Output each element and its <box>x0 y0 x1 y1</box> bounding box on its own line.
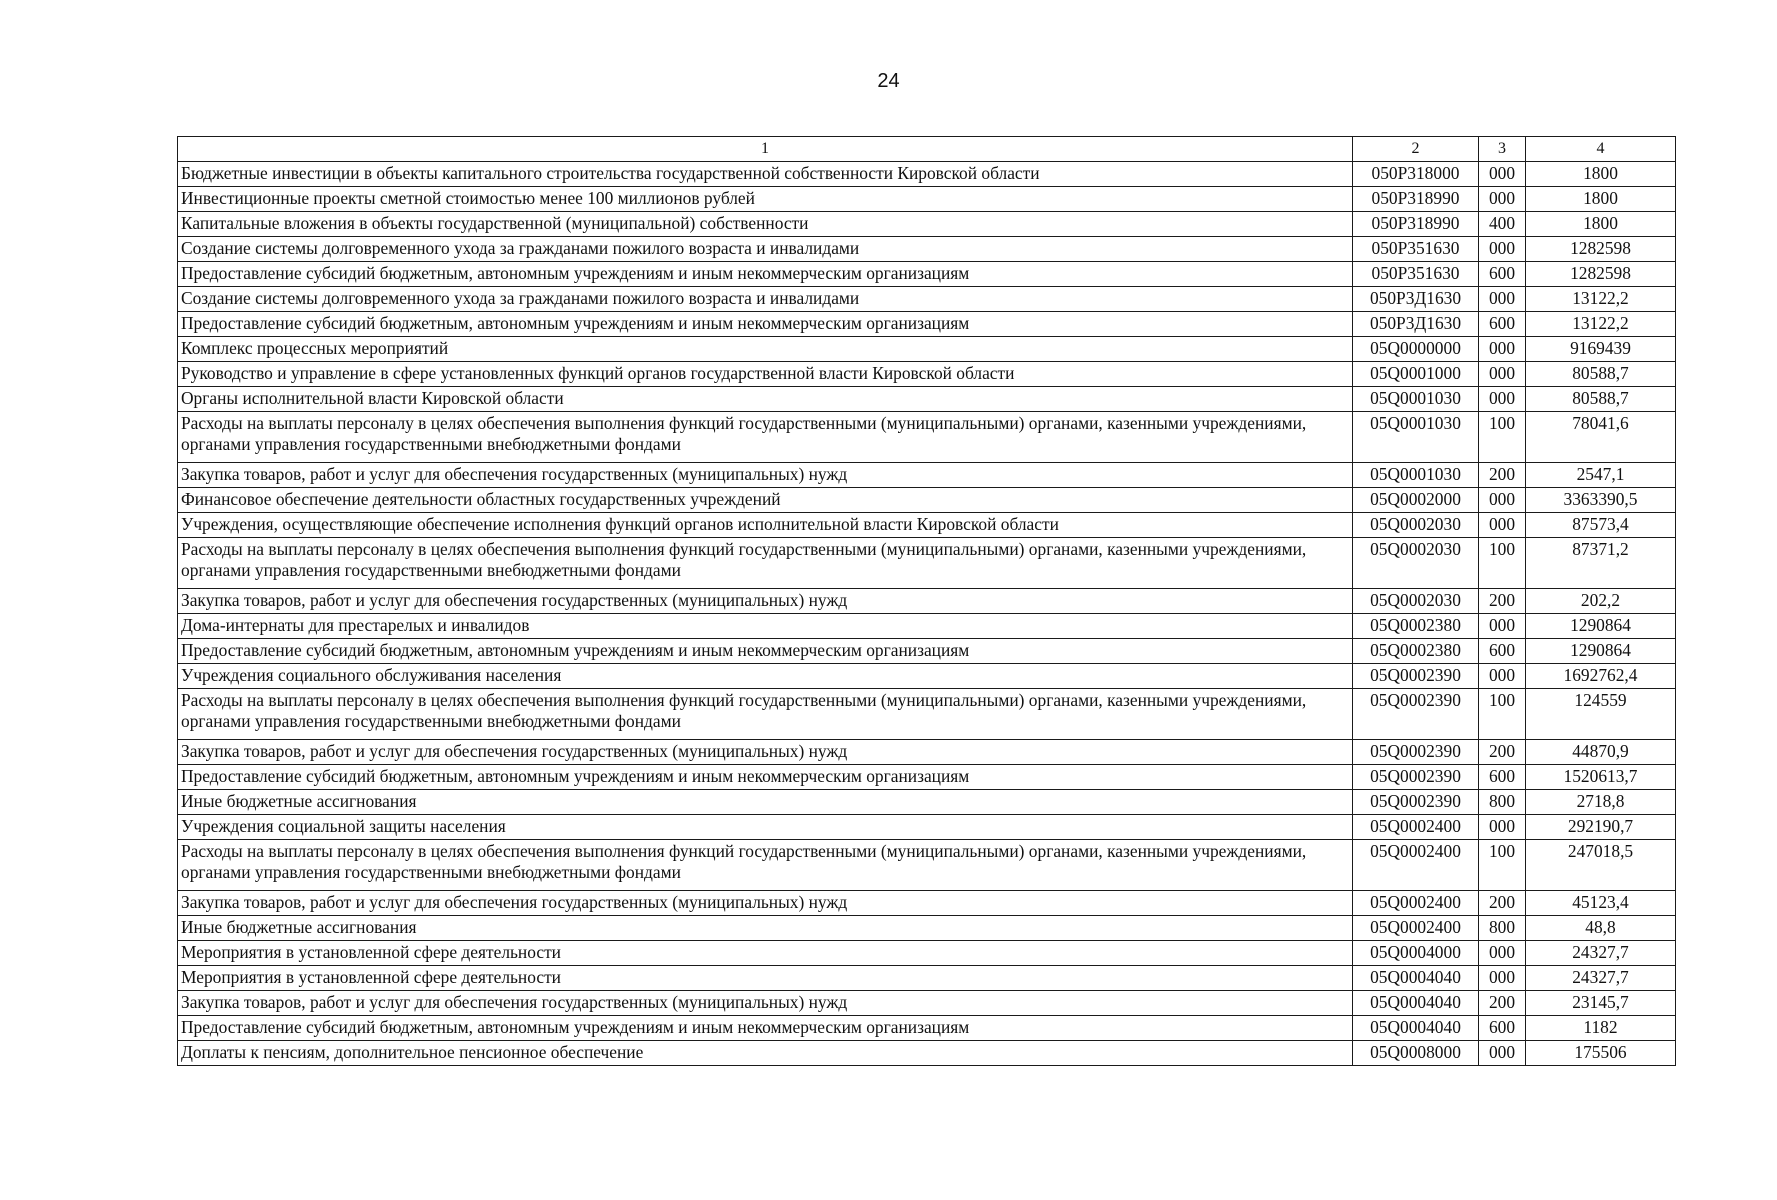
table-row <box>178 387 1676 412</box>
row-expense-type-cell: 000 <box>1479 941 1526 966</box>
table-row <box>178 765 1676 790</box>
row-name-cell: Бюджетные инвестиции в объекты капитального строительства государственной собственности Кировской области <box>178 162 1353 187</box>
column-header-name: 1 <box>178 137 1353 162</box>
table-row <box>178 614 1676 639</box>
column-header-expense-type: 3 <box>1479 137 1526 162</box>
row-expense-type-cell: 100 <box>1479 840 1526 891</box>
row-code-cell: 05Q0002030 <box>1353 538 1479 589</box>
row-amount-cell: 202,2 <box>1526 589 1676 614</box>
row-name-cell: Создание системы долговременного ухода за гражданами пожилого возраста и инвалидами <box>178 287 1353 312</box>
table-row <box>178 790 1676 815</box>
row-amount-cell: 247018,5 <box>1526 840 1676 891</box>
row-name-cell: Предоставление субсидий бюджетным, автономным учреждениям и иным некоммерческим организациям <box>178 639 1353 664</box>
row-name-cell: Закупка товаров, работ и услуг для обеспечения государственных (муниципальных) нужд <box>178 589 1353 614</box>
row-amount-cell: 48,8 <box>1526 916 1676 941</box>
row-name-cell: Расходы на выплаты персоналу в целях обеспечения выполнения функций государственными (муниципальными) органами, казенными учреждениями, органами управления государственными внебюджетными фондами <box>178 412 1353 463</box>
row-expense-type-cell: 400 <box>1479 212 1526 237</box>
row-name-cell: Органы исполнительной власти Кировской области <box>178 387 1353 412</box>
row-expense-type-cell: 000 <box>1479 287 1526 312</box>
row-code-cell: 050P351630 <box>1353 237 1479 262</box>
row-expense-type-cell: 000 <box>1479 337 1526 362</box>
table-row <box>178 262 1676 287</box>
table-row <box>178 1016 1676 1041</box>
row-expense-type-cell: 000 <box>1479 488 1526 513</box>
row-code-cell: 05Q0001030 <box>1353 463 1479 488</box>
row-code-cell: 05Q0002390 <box>1353 790 1479 815</box>
row-code-cell: 05Q0002030 <box>1353 513 1479 538</box>
row-amount-cell: 1282598 <box>1526 262 1676 287</box>
row-name-cell: Инвестиционные проекты сметной стоимостью менее 100 миллионов рублей <box>178 187 1353 212</box>
row-name-cell: Мероприятия в установленной сфере деятельности <box>178 966 1353 991</box>
row-amount-cell: 2547,1 <box>1526 463 1676 488</box>
table-row <box>178 513 1676 538</box>
row-amount-cell: 87573,4 <box>1526 513 1676 538</box>
row-expense-type-cell: 000 <box>1479 966 1526 991</box>
row-name-cell: Закупка товаров, работ и услуг для обеспечения государственных (муниципальных) нужд <box>178 891 1353 916</box>
row-expense-type-cell: 100 <box>1479 538 1526 589</box>
row-code-cell: 05Q0002030 <box>1353 589 1479 614</box>
page-number: 24 <box>877 70 900 92</box>
row-code-cell: 050P318990 <box>1353 187 1479 212</box>
table-row <box>178 212 1676 237</box>
row-code-cell: 05Q0008000 <box>1353 1041 1479 1066</box>
row-expense-type-cell: 000 <box>1479 162 1526 187</box>
row-expense-type-cell: 200 <box>1479 463 1526 488</box>
row-name-cell: Закупка товаров, работ и услуг для обеспечения государственных (муниципальных) нужд <box>178 991 1353 1016</box>
row-expense-type-cell: 000 <box>1479 237 1526 262</box>
row-expense-type-cell: 600 <box>1479 262 1526 287</box>
row-amount-cell: 124559 <box>1526 689 1676 740</box>
row-expense-type-cell: 200 <box>1479 589 1526 614</box>
row-expense-type-cell: 000 <box>1479 815 1526 840</box>
row-code-cell: 05Q0000000 <box>1353 337 1479 362</box>
row-expense-type-cell: 600 <box>1479 312 1526 337</box>
row-amount-cell: 45123,4 <box>1526 891 1676 916</box>
row-amount-cell: 23145,7 <box>1526 991 1676 1016</box>
row-amount-cell: 3363390,5 <box>1526 488 1676 513</box>
row-code-cell: 05Q0004000 <box>1353 941 1479 966</box>
row-code-cell: 05Q0002390 <box>1353 765 1479 790</box>
row-name-cell: Учреждения социальной защиты населения <box>178 815 1353 840</box>
row-name-cell: Предоставление субсидий бюджетным, автономным учреждениям и иным некоммерческим организациям <box>178 312 1353 337</box>
table-body <box>178 162 1676 1066</box>
row-name-cell: Предоставление субсидий бюджетным, автономным учреждениям и иным некоммерческим организациям <box>178 765 1353 790</box>
row-expense-type-cell: 800 <box>1479 790 1526 815</box>
table-row <box>178 639 1676 664</box>
row-code-cell: 05Q0002390 <box>1353 664 1479 689</box>
table-row <box>178 966 1676 991</box>
row-amount-cell: 24327,7 <box>1526 941 1676 966</box>
row-amount-cell: 1800 <box>1526 187 1676 212</box>
row-amount-cell: 80588,7 <box>1526 387 1676 412</box>
row-name-cell: Иные бюджетные ассигнования <box>178 916 1353 941</box>
row-expense-type-cell: 000 <box>1479 387 1526 412</box>
row-name-cell: Иные бюджетные ассигнования <box>178 790 1353 815</box>
table-row <box>178 412 1676 463</box>
table-row <box>178 162 1676 187</box>
row-amount-cell: 24327,7 <box>1526 966 1676 991</box>
row-expense-type-cell: 600 <box>1479 1016 1526 1041</box>
row-code-cell: 05Q0004040 <box>1353 1016 1479 1041</box>
table-row <box>178 941 1676 966</box>
row-expense-type-cell: 600 <box>1479 639 1526 664</box>
row-name-cell: Создание системы долговременного ухода за гражданами пожилого возраста и инвалидами <box>178 237 1353 262</box>
row-name-cell: Мероприятия в установленной сфере деятельности <box>178 941 1353 966</box>
row-expense-type-cell: 200 <box>1479 991 1526 1016</box>
row-name-cell: Финансовое обеспечение деятельности областных государственных учреждений <box>178 488 1353 513</box>
table-row <box>178 589 1676 614</box>
table-row <box>178 689 1676 740</box>
row-code-cell: 05Q0002400 <box>1353 815 1479 840</box>
row-code-cell: 05Q0002400 <box>1353 891 1479 916</box>
row-amount-cell: 175506 <box>1526 1041 1676 1066</box>
row-name-cell: Расходы на выплаты персоналу в целях обеспечения выполнения функций государственными (муниципальными) органами, казенными учреждениями, органами управления государственными внебюджетными фондами <box>178 538 1353 589</box>
row-expense-type-cell: 200 <box>1479 740 1526 765</box>
row-amount-cell: 292190,7 <box>1526 815 1676 840</box>
budget-table <box>177 136 1676 1066</box>
row-amount-cell: 1692762,4 <box>1526 664 1676 689</box>
row-expense-type-cell: 000 <box>1479 362 1526 387</box>
table-row <box>178 991 1676 1016</box>
row-name-cell: Расходы на выплаты персоналу в целях обеспечения выполнения функций государственными (муниципальными) органами, казенными учреждениями, органами управления государственными внебюджетными фондами <box>178 840 1353 891</box>
row-code-cell: 05Q0002380 <box>1353 614 1479 639</box>
column-header-code: 2 <box>1353 137 1479 162</box>
row-amount-cell: 9169439 <box>1526 337 1676 362</box>
row-code-cell: 05Q0002400 <box>1353 840 1479 891</box>
row-expense-type-cell: 100 <box>1479 412 1526 463</box>
row-code-cell: 050P3Д1630 <box>1353 287 1479 312</box>
row-code-cell: 050P351630 <box>1353 262 1479 287</box>
row-amount-cell: 1290864 <box>1526 639 1676 664</box>
row-amount-cell: 13122,2 <box>1526 312 1676 337</box>
row-amount-cell: 1800 <box>1526 212 1676 237</box>
row-expense-type-cell: 000 <box>1479 664 1526 689</box>
table-row <box>178 312 1676 337</box>
row-code-cell: 050P3Д1630 <box>1353 312 1479 337</box>
table-row <box>178 362 1676 387</box>
row-expense-type-cell: 000 <box>1479 513 1526 538</box>
row-amount-cell: 1290864 <box>1526 614 1676 639</box>
row-name-cell: Предоставление субсидий бюджетным, автономным учреждениям и иным некоммерческим организациям <box>178 1016 1353 1041</box>
row-amount-cell: 1282598 <box>1526 237 1676 262</box>
row-amount-cell: 1520613,7 <box>1526 765 1676 790</box>
header-row <box>178 137 1676 162</box>
row-code-cell: 05Q0004040 <box>1353 966 1479 991</box>
row-expense-type-cell: 000 <box>1479 614 1526 639</box>
row-code-cell: 050P318990 <box>1353 212 1479 237</box>
row-code-cell: 05Q0002400 <box>1353 916 1479 941</box>
table-row <box>178 287 1676 312</box>
row-name-cell: Расходы на выплаты персоналу в целях обеспечения выполнения функций государственными (муниципальными) органами, казенными учреждениями, органами управления государственными внебюджетными фондами <box>178 689 1353 740</box>
row-expense-type-cell: 800 <box>1479 916 1526 941</box>
row-name-cell: Руководство и управление в сфере установленных функций органов государственной власти Кировской области <box>178 362 1353 387</box>
row-code-cell: 05Q0002390 <box>1353 740 1479 765</box>
row-code-cell: 05Q0004040 <box>1353 991 1479 1016</box>
row-name-cell: Дома-интернаты для престарелых и инвалидов <box>178 614 1353 639</box>
row-amount-cell: 80588,7 <box>1526 362 1676 387</box>
row-name-cell: Закупка товаров, работ и услуг для обеспечения государственных (муниципальных) нужд <box>178 463 1353 488</box>
table-row <box>178 840 1676 891</box>
column-header-amount: 4 <box>1526 137 1676 162</box>
table-row <box>178 815 1676 840</box>
row-code-cell: 05Q0002000 <box>1353 488 1479 513</box>
row-amount-cell: 44870,9 <box>1526 740 1676 765</box>
row-name-cell: Капитальные вложения в объекты государственной (муниципальной) собственности <box>178 212 1353 237</box>
table-header <box>178 137 1676 162</box>
row-expense-type-cell: 000 <box>1479 187 1526 212</box>
row-name-cell: Закупка товаров, работ и услуг для обеспечения государственных (муниципальных) нужд <box>178 740 1353 765</box>
row-amount-cell: 13122,2 <box>1526 287 1676 312</box>
row-code-cell: 05Q0001030 <box>1353 412 1479 463</box>
row-code-cell: 05Q0001000 <box>1353 362 1479 387</box>
row-name-cell: Доплаты к пенсиям, дополнительное пенсионное обеспечение <box>178 1041 1353 1066</box>
table-row <box>178 337 1676 362</box>
row-name-cell: Комплекс процессных мероприятий <box>178 337 1353 362</box>
row-code-cell: 05Q0002390 <box>1353 689 1479 740</box>
table-row <box>178 237 1676 262</box>
table-row <box>178 463 1676 488</box>
table-row <box>178 187 1676 212</box>
table-row <box>178 538 1676 589</box>
row-code-cell: 05Q0002380 <box>1353 639 1479 664</box>
row-name-cell: Учреждения, осуществляющие обеспечение исполнения функций органов исполнительной власти Кировской области <box>178 513 1353 538</box>
row-amount-cell: 78041,6 <box>1526 412 1676 463</box>
row-amount-cell: 1182 <box>1526 1016 1676 1041</box>
row-code-cell: 050P318000 <box>1353 162 1479 187</box>
table-row <box>178 916 1676 941</box>
row-expense-type-cell: 600 <box>1479 765 1526 790</box>
table-row <box>178 740 1676 765</box>
table-row <box>178 1041 1676 1066</box>
row-name-cell: Предоставление субсидий бюджетным, автономным учреждениям и иным некоммерческим организациям <box>178 262 1353 287</box>
table-row <box>178 664 1676 689</box>
row-expense-type-cell: 000 <box>1479 1041 1526 1066</box>
row-amount-cell: 2718,8 <box>1526 790 1676 815</box>
row-code-cell: 05Q0001030 <box>1353 387 1479 412</box>
table-row <box>178 488 1676 513</box>
row-name-cell: Учреждения социального обслуживания населения <box>178 664 1353 689</box>
row-amount-cell: 87371,2 <box>1526 538 1676 589</box>
row-expense-type-cell: 200 <box>1479 891 1526 916</box>
row-amount-cell: 1800 <box>1526 162 1676 187</box>
table-row <box>178 891 1676 916</box>
row-expense-type-cell: 100 <box>1479 689 1526 740</box>
